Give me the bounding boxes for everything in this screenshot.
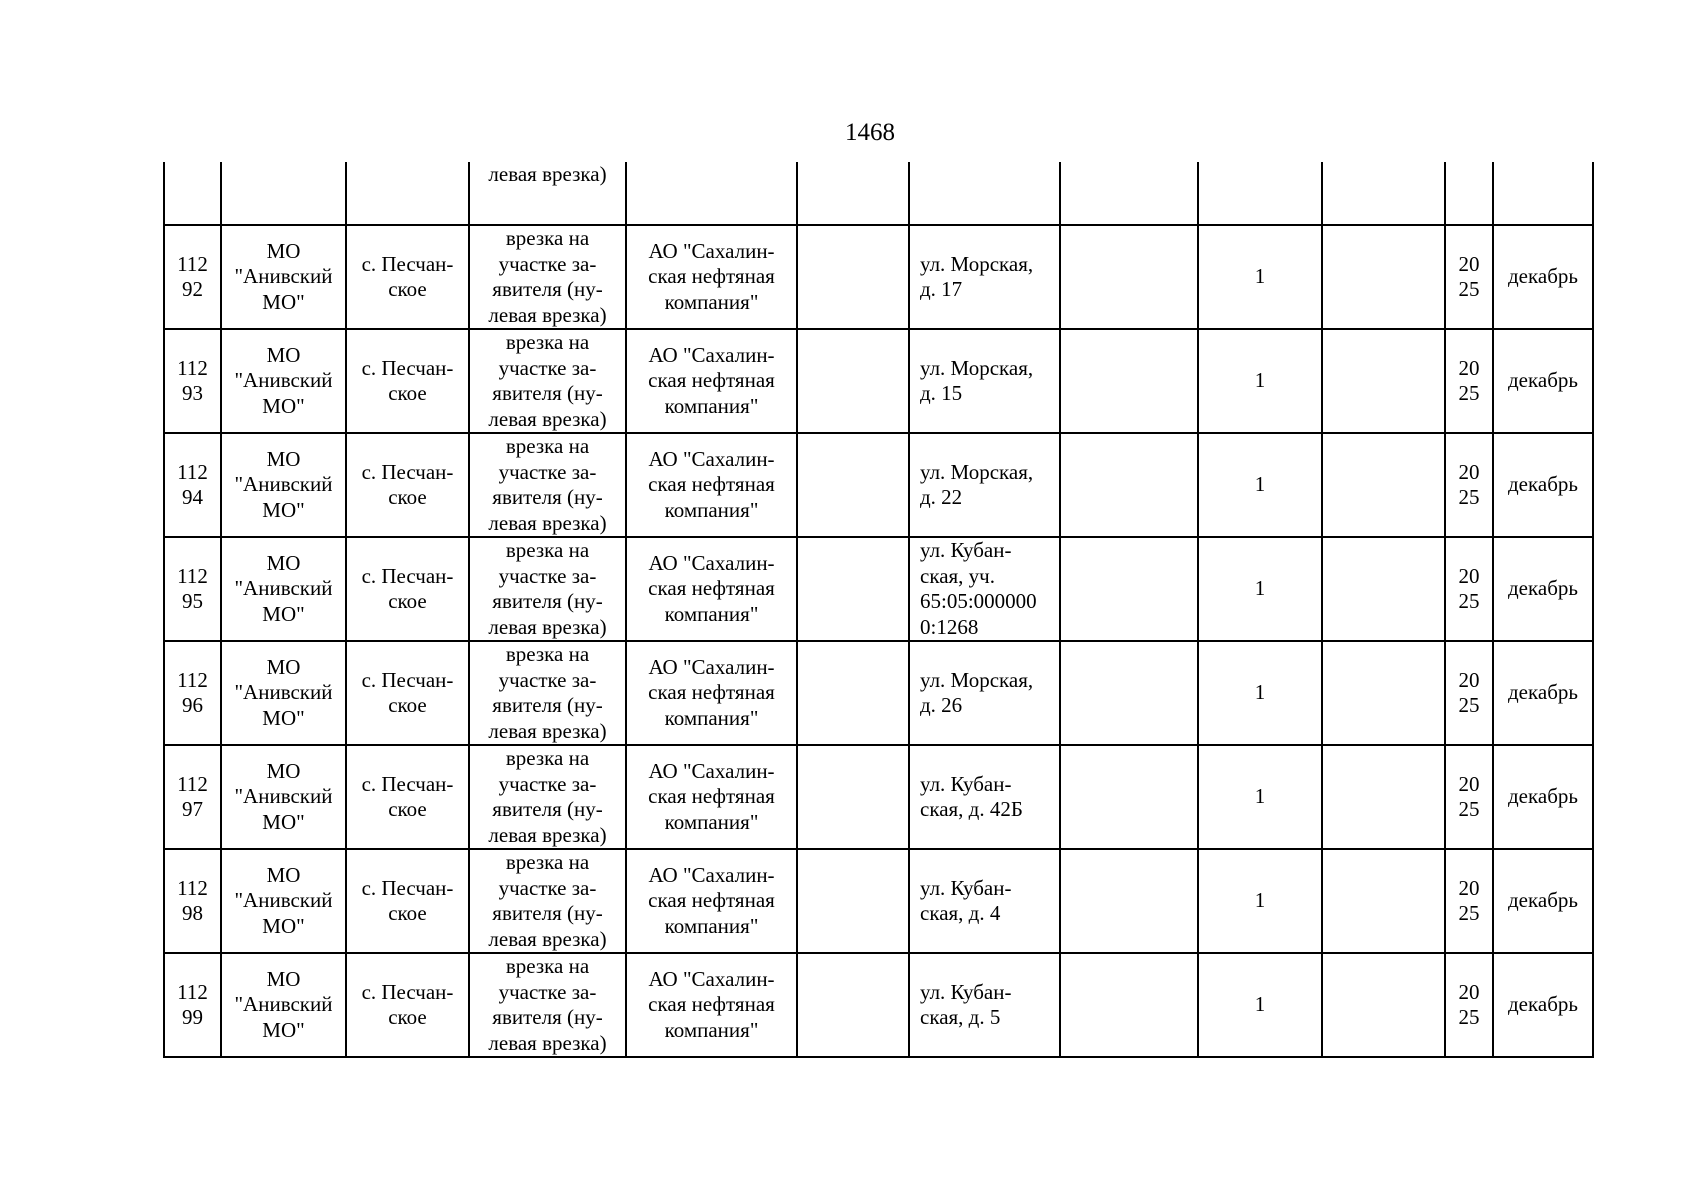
table-row — [164, 641, 1593, 745]
cell-mo: МО "Анивский МО" — [221, 745, 346, 849]
table-row — [164, 745, 1593, 849]
cell-blank — [1060, 745, 1198, 849]
table-row — [164, 329, 1593, 433]
cell-mo: МО "Анивский МО" — [221, 953, 346, 1057]
cell-type: врезка на участке за- явителя (ну- левая врезка) — [469, 849, 626, 953]
cell-count — [1198, 162, 1322, 225]
cell-blank — [1322, 225, 1445, 329]
cell-blank — [1060, 225, 1198, 329]
cell-locality: с. Песчан- ское — [346, 225, 469, 329]
cell-blank — [797, 849, 909, 953]
cell-mo: МО "Анивский МО" — [221, 225, 346, 329]
cell-blank — [797, 433, 909, 537]
cell-year: 20 25 — [1445, 953, 1493, 1057]
cell-num: 112 92 — [164, 225, 221, 329]
data-table — [163, 162, 1594, 1058]
cell-locality: с. Песчан- ское — [346, 953, 469, 1057]
cell-address: ул. Морская, д. 26 — [909, 641, 1060, 745]
cell-type: врезка на участке за- явителя (ну- левая врезка) — [469, 329, 626, 433]
cell-count: 1 — [1198, 953, 1322, 1057]
cell-blank — [797, 225, 909, 329]
table-row — [164, 849, 1593, 953]
table-row-continuation — [164, 162, 1593, 225]
cell-month: декабрь — [1493, 849, 1593, 953]
cell-blank — [1322, 433, 1445, 537]
cell-mo: МО "Анивский МО" — [221, 641, 346, 745]
cell-type: врезка на участке за- явителя (ну- левая врезка) — [469, 745, 626, 849]
cell-blank — [797, 329, 909, 433]
cell-company: АО "Сахалин- ская нефтяная компания" — [626, 953, 797, 1057]
table-row — [164, 537, 1593, 641]
cell-blank — [797, 537, 909, 641]
cell-count: 1 — [1198, 537, 1322, 641]
cell-count: 1 — [1198, 745, 1322, 849]
cell-blank — [797, 953, 909, 1057]
cell-mo: МО "Анивский МО" — [221, 433, 346, 537]
cell-company: АО "Сахалин- ская нефтяная компания" — [626, 641, 797, 745]
cell-company: АО "Сахалин- ская нефтяная компания" — [626, 225, 797, 329]
cell-blank — [1060, 641, 1198, 745]
cell-address: ул. Кубан- ская, д. 4 — [909, 849, 1060, 953]
cell-month: декабрь — [1493, 745, 1593, 849]
cell-type: врезка на участке за- явителя (ну- левая врезка) — [469, 953, 626, 1057]
cell-year: 20 25 — [1445, 433, 1493, 537]
cell-address: ул. Кубан- ская, уч. 65:05:000000 0:1268 — [909, 537, 1060, 641]
cell-locality: с. Песчан- ское — [346, 329, 469, 433]
cell-month: декабрь — [1493, 329, 1593, 433]
cell-num: 112 97 — [164, 745, 221, 849]
cell-month: декабрь — [1493, 433, 1593, 537]
cell-blank — [1322, 329, 1445, 433]
cell-blank — [1322, 641, 1445, 745]
cell-company: АО "Сахалин- ская нефтяная компания" — [626, 849, 797, 953]
cell-locality: с. Песчан- ское — [346, 433, 469, 537]
cell-num: 112 96 — [164, 641, 221, 745]
cell-blank — [1322, 537, 1445, 641]
cell-year: 20 25 — [1445, 849, 1493, 953]
cell-type: врезка на участке за- явителя (ну- левая врезка) — [469, 225, 626, 329]
cell-locality: с. Песчан- ское — [346, 641, 469, 745]
cell-blank — [1060, 537, 1198, 641]
cell-blank — [1322, 162, 1445, 225]
cell-blank — [1060, 433, 1198, 537]
cell-blank — [1322, 953, 1445, 1057]
cell-count: 1 — [1198, 225, 1322, 329]
cell-blank — [1322, 745, 1445, 849]
table-body — [164, 162, 1593, 1057]
cell-count: 1 — [1198, 433, 1322, 537]
cell-company: АО "Сахалин- ская нефтяная компания" — [626, 745, 797, 849]
cell-blank — [797, 162, 909, 225]
cell-address: ул. Морская, д. 15 — [909, 329, 1060, 433]
cell-mo: МО "Анивский МО" — [221, 849, 346, 953]
cell-company: АО "Сахалин- ская нефтяная компания" — [626, 329, 797, 433]
cell-year: 20 25 — [1445, 745, 1493, 849]
cell-type: врезка на участке за- явителя (ну- левая врезка) — [469, 537, 626, 641]
cell-blank — [1060, 162, 1198, 225]
cell-num: 112 98 — [164, 849, 221, 953]
cell-mo: МО "Анивский МО" — [221, 537, 346, 641]
page-number: 1468 — [845, 119, 895, 146]
cell-num: 112 95 — [164, 537, 221, 641]
cell-year: 20 25 — [1445, 641, 1493, 745]
cell-blank — [1322, 849, 1445, 953]
cell-company — [626, 162, 797, 225]
table-row — [164, 225, 1593, 329]
cell-address: ул. Морская, д. 17 — [909, 225, 1060, 329]
cell-count: 1 — [1198, 641, 1322, 745]
table-row — [164, 953, 1593, 1057]
cell-address: ул. Кубан- ская, д. 42Б — [909, 745, 1060, 849]
cell-num: 112 94 — [164, 433, 221, 537]
cell-month: декабрь — [1493, 225, 1593, 329]
cell-year — [1445, 162, 1493, 225]
cell-count: 1 — [1198, 329, 1322, 433]
cell-num: 112 93 — [164, 329, 221, 433]
cell-year: 20 25 — [1445, 225, 1493, 329]
cell-mo: МО "Анивский МО" — [221, 329, 346, 433]
cell-blank — [797, 745, 909, 849]
cell-blank — [797, 641, 909, 745]
cell-type: врезка на участке за- явителя (ну- левая врезка) — [469, 433, 626, 537]
cell-year: 20 25 — [1445, 329, 1493, 433]
cell-locality: с. Песчан- ское — [346, 537, 469, 641]
cell-company: АО "Сахалин- ская нефтяная компания" — [626, 433, 797, 537]
cell-locality — [346, 162, 469, 225]
cell-year: 20 25 — [1445, 537, 1493, 641]
cell-address — [909, 162, 1060, 225]
table-row — [164, 433, 1593, 537]
cell-blank — [1060, 329, 1198, 433]
cell-type: левая врезка) — [469, 162, 626, 225]
cell-blank — [1060, 849, 1198, 953]
cell-blank — [1060, 953, 1198, 1057]
cell-locality: с. Песчан- ское — [346, 849, 469, 953]
cell-address: ул. Морская, д. 22 — [909, 433, 1060, 537]
cell-type: врезка на участке за- явителя (ну- левая врезка) — [469, 641, 626, 745]
cell-address: ул. Кубан- ская, д. 5 — [909, 953, 1060, 1057]
cell-mo — [221, 162, 346, 225]
cell-month: декабрь — [1493, 537, 1593, 641]
cell-num — [164, 162, 221, 225]
cell-count: 1 — [1198, 849, 1322, 953]
cell-month: декабрь — [1493, 953, 1593, 1057]
cell-month — [1493, 162, 1593, 225]
cell-num: 112 99 — [164, 953, 221, 1057]
cell-month: декабрь — [1493, 641, 1593, 745]
cell-locality: с. Песчан- ское — [346, 745, 469, 849]
cell-company: АО "Сахалин- ская нефтяная компания" — [626, 537, 797, 641]
